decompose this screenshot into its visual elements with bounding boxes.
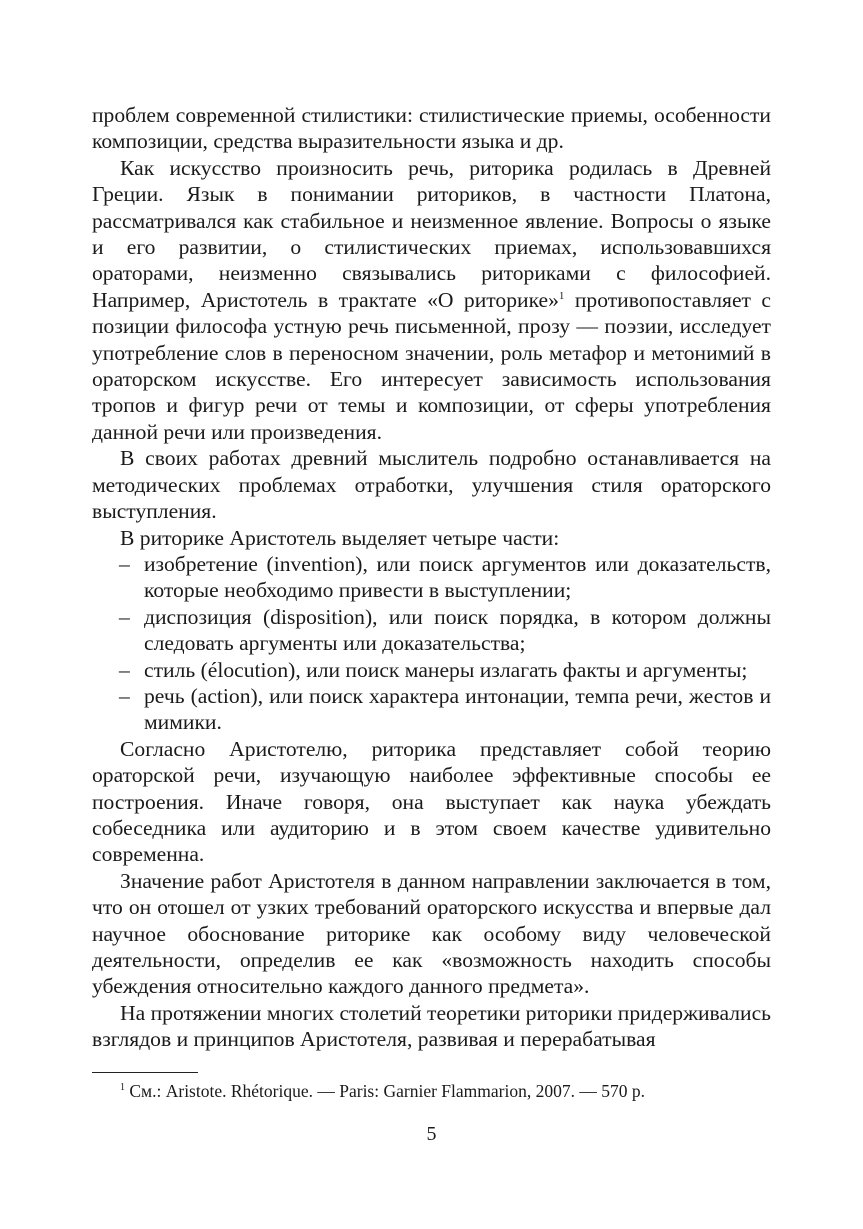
list-item-text: диспозиция (disposition), или поиск порядка, в котором должны следовать аргументы или доказательства; [144,604,771,656]
list-item [92,683,771,736]
paragraph: Согласно Аристотелю, риторика представляет собой теорию ораторской речи, изучающую наиболее эффективные способы ее построения. Иначе говоря, она выступает как наука убеждать собеседника или аудиторию и в этом своем качестве удивительно современна. [92,736,771,867]
footnote-divider [92,1072,198,1073]
paragraph: проблем современной стилистики: стилистические приемы, особенности композиции, средства выразительности языка и др. [92,103,771,154]
paragraph: В своих работах древний мыслитель подробно останавливается на методических проблемах отработки, улучшения стиля ораторского выступления. [92,446,771,524]
list-dash: – [119,604,130,629]
paragraph-text: противопоставляет с позиции философа устную речь письменной, прозу — поэзии, исследует употребление слов в переносном значении, роль метафор и метонимий в ораторском искусстве. Его интересует зависимость использования тропов и фигур речи от темы и композиции, от сферы употребления данной речи или произведения. [92,287,771,444]
footnote-reference: 1 [558,289,565,302]
footnote [120,1080,645,1102]
list-dash: – [119,683,130,708]
footnote-marker: 1 [120,1082,125,1094]
list-item-text: изобретение (invention), или поиск аргументов или доказательств, которые необходимо привести в выступлении; [144,551,771,603]
list-dash: – [119,551,130,576]
list-dash: – [119,657,130,682]
paragraph [92,155,771,445]
paragraph: На протяжении многих столетий теоретики риторики придерживались взглядов и принципов Аристотеля, развивая и перерабатывая [92,1000,771,1052]
list-item-text: стиль (élocution), или поиск манеры излагать факты и аргументы; [144,657,748,682]
list-item [92,551,771,604]
footnote-text: См.: Aristote. Rhétorique. — Paris: Garnier Flammarion, 2007. — 570 p. [125,1081,645,1101]
page-number: 5 [426,1123,437,1145]
paragraph: Значение работ Аристотеля в данном направлении заключается в том, что он отошел от узких требований ораторского искусства и впервые дал научное обоснование риторике как особому виду человеческой деятельности, определив ее как «возможность находить способы убеждения относительно каждого данного предмета». [92,868,771,999]
list-item [92,657,771,683]
rhetoric-parts-list [92,551,771,736]
paragraph: В риторике Аристотель выделяет четыре части: [120,525,560,550]
paragraph-text: Как искусство произносить речь, риторика родилась в Древней Греции. Язык в понимании риториков, в частности Платона, рассматривался как стабильное и неизменное явление. Вопросы о языке и его развитии, о стилистических приемах, использовавшихся ораторами, неизменно связывались риториками с философией. Например, Аристотель в трактате «О риторике» [92,155,771,312]
list-item-text: речь (action), или поиск характера интонации, темпа речи, жестов и мимики. [144,683,771,735]
list-item [92,604,771,657]
